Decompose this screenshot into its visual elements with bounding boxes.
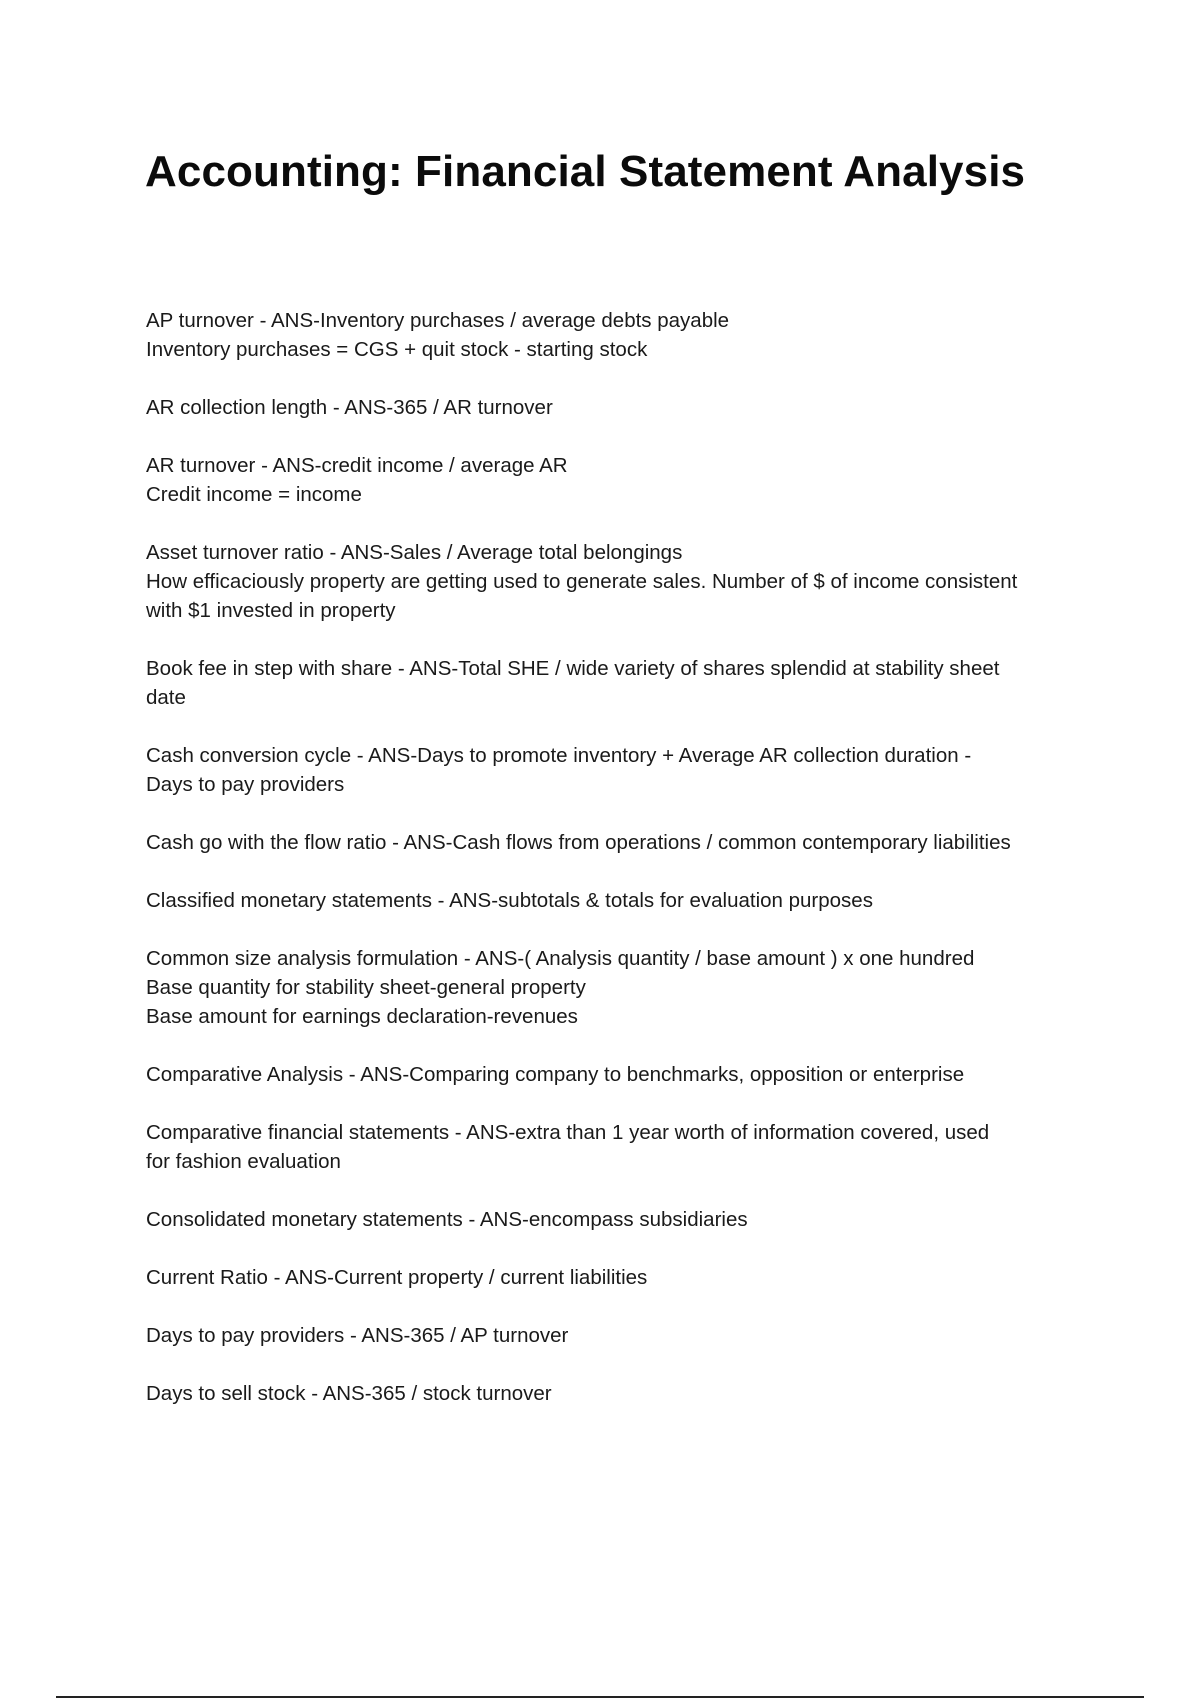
entry-line: Comparative Analysis - ANS-Comparing company to benchmarks, opposition or enterprise (146, 1063, 965, 1086)
entry-line: date (146, 686, 186, 709)
entry-line: Current Ratio - ANS-Current property / current liabilities (146, 1266, 648, 1289)
entry-line: Inventory purchases = CGS + quit stock - starting stock (146, 338, 648, 361)
entry-comparative-statements (146, 1118, 1096, 1176)
entry-line: Days to pay providers - ANS-365 / AP turnover (146, 1324, 569, 1347)
entry-line: Cash conversion cycle - ANS-Days to promote inventory + Average AR collection duration - (146, 744, 972, 767)
entry-line: Days to pay providers (146, 773, 345, 796)
entry-line: Base amount for earnings declaration-revenues (146, 1005, 578, 1028)
entry-cash-conversion-cycle (146, 741, 1096, 799)
entry-line: Classified monetary statements - ANS-subtotals & totals for evaluation purposes (146, 889, 873, 912)
entry-line: Days to sell stock - ANS-365 / stock turnover (146, 1382, 552, 1405)
entry-consolidated-statements (146, 1205, 1096, 1234)
footer-divider (56, 1696, 1144, 1698)
entry-common-size-analysis (146, 944, 1096, 1031)
entry-line: Comparative financial statements - ANS-extra than 1 year worth of information covered, used (146, 1121, 990, 1144)
entry-line: Asset turnover ratio - ANS-Sales / Average total belongings (146, 541, 683, 564)
entry-line: AP turnover - ANS-Inventory purchases / average debts payable (146, 309, 730, 332)
entry-classified-statements (146, 886, 1096, 915)
entry-current-ratio (146, 1263, 1096, 1292)
entry-days-to-pay-providers (146, 1321, 1096, 1350)
entry-book-fee-per-share (146, 654, 1096, 712)
document-title: Accounting: Financial Statement Analysis (145, 147, 1026, 196)
entry-ar-turnover (146, 451, 1096, 509)
entry-line: AR collection length - ANS-365 / AR turnover (146, 396, 553, 419)
entry-line: How efficaciously property are getting used to generate sales. Number of $ of income consistent (146, 570, 1018, 593)
entry-line: Common size analysis formulation - ANS-( Analysis quantity / base amount ) x one hundred (146, 947, 975, 970)
entry-ap-turnover (146, 306, 1096, 364)
entry-days-to-sell-stock (146, 1379, 1096, 1408)
entry-cash-flow-ratio (146, 828, 1096, 857)
entry-line: Cash go with the flow ratio - ANS-Cash flows from operations / common contemporary liabilities (146, 831, 1011, 854)
entry-line: with $1 invested in property (146, 599, 396, 622)
entry-ar-collection-length (146, 393, 1096, 422)
entry-line: Consolidated monetary statements - ANS-encompass subsidiaries (146, 1208, 748, 1231)
entry-line: Base quantity for stability sheet-general property (146, 976, 586, 999)
entry-line: for fashion evaluation (146, 1150, 341, 1173)
entry-line: Credit income = income (146, 483, 362, 506)
entry-list (146, 306, 1096, 1437)
entry-asset-turnover-ratio (146, 538, 1096, 625)
entry-line: AR turnover - ANS-credit income / average AR (146, 454, 568, 477)
entry-comparative-analysis (146, 1060, 1096, 1089)
entry-line: Book fee in step with share - ANS-Total SHE / wide variety of shares splendid at stability sheet (146, 657, 1000, 680)
